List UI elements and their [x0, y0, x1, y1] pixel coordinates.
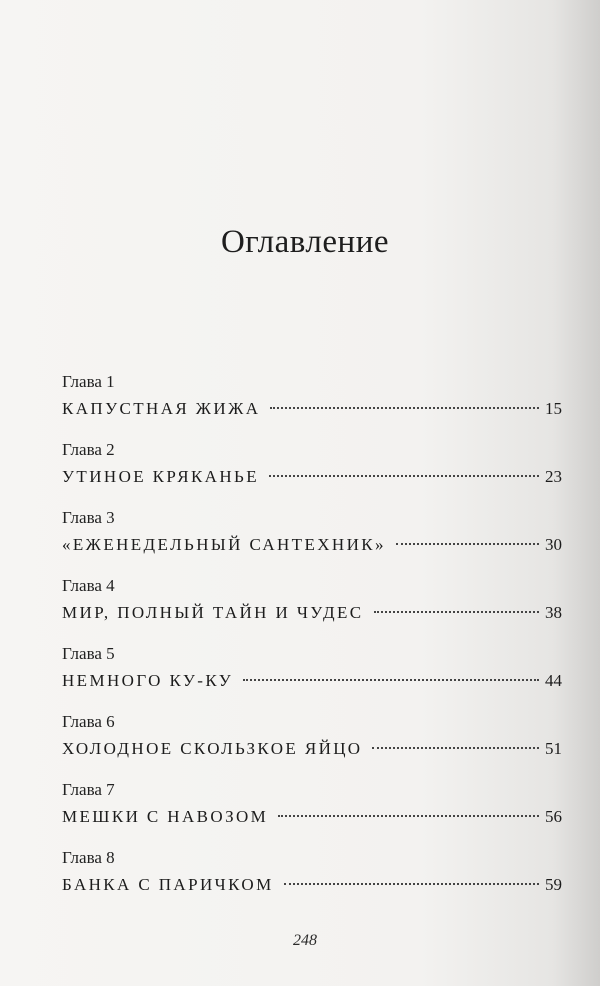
chapter-label: Глава 1 [62, 372, 115, 391]
chapter-label: Глава 5 [62, 644, 115, 663]
toc-entry [62, 712, 567, 780]
dot-leader [270, 407, 539, 409]
chapter-page-number: 23 [545, 467, 562, 486]
toc-entry [62, 576, 567, 644]
chapter-label: Глава 6 [62, 712, 115, 731]
dot-leader [278, 815, 539, 817]
chapter-page-number: 38 [545, 603, 562, 622]
toc-entry [62, 372, 567, 440]
chapter-title: НЕМНОГО КУ-КУ [62, 671, 234, 690]
chapter-title: БАНКА С ПАРИЧКОМ [62, 875, 274, 894]
toc-entry [62, 440, 567, 508]
chapter-page-number: 51 [545, 739, 562, 758]
chapter-title: УТИНОЕ КРЯКАНЬЕ [62, 467, 259, 486]
toc-entry [62, 780, 567, 848]
dot-leader [269, 475, 539, 477]
chapter-page-number: 15 [545, 399, 562, 418]
chapter-row [62, 737, 562, 761]
toc-list [62, 372, 567, 916]
chapter-row [62, 873, 562, 897]
chapter-label: Глава 2 [62, 440, 115, 459]
chapter-label: Глава 4 [62, 576, 115, 595]
chapter-title: КАПУСТНАЯ ЖИЖА [62, 399, 261, 418]
chapter-row [62, 805, 562, 829]
dot-leader [372, 747, 539, 749]
chapter-title: «ЕЖЕНЕДЕЛЬНЫЙ САНТЕХНИК» [62, 535, 386, 554]
dot-leader [396, 543, 539, 545]
chapter-page-number: 56 [545, 807, 562, 826]
chapter-title: МИР, ПОЛНЫЙ ТАЙН И ЧУДЕС [62, 603, 364, 622]
toc-entry [62, 508, 567, 576]
toc-entry [62, 848, 567, 916]
toc-title: Оглавление [220, 224, 390, 260]
chapter-page-number: 44 [545, 671, 562, 690]
toc-entry [62, 644, 567, 712]
chapter-row [62, 533, 562, 557]
page-number-footer: 248 [293, 932, 317, 949]
dot-leader [243, 679, 539, 681]
chapter-page-number: 59 [545, 875, 562, 894]
chapter-row [62, 465, 562, 489]
dot-leader [284, 883, 539, 885]
chapter-title: МЕШКИ С НАВОЗОМ [62, 807, 269, 826]
chapter-title: ХОЛОДНОЕ СКОЛЬЗКОЕ ЯЙЦО [62, 739, 363, 758]
chapter-row [62, 397, 562, 421]
chapter-label: Глава 8 [62, 848, 115, 867]
chapter-page-number: 30 [545, 535, 562, 554]
chapter-label: Глава 7 [62, 780, 115, 799]
chapter-label: Глава 3 [62, 508, 115, 527]
chapter-row [62, 601, 562, 625]
dot-leader [374, 611, 539, 613]
chapter-row [62, 669, 562, 693]
